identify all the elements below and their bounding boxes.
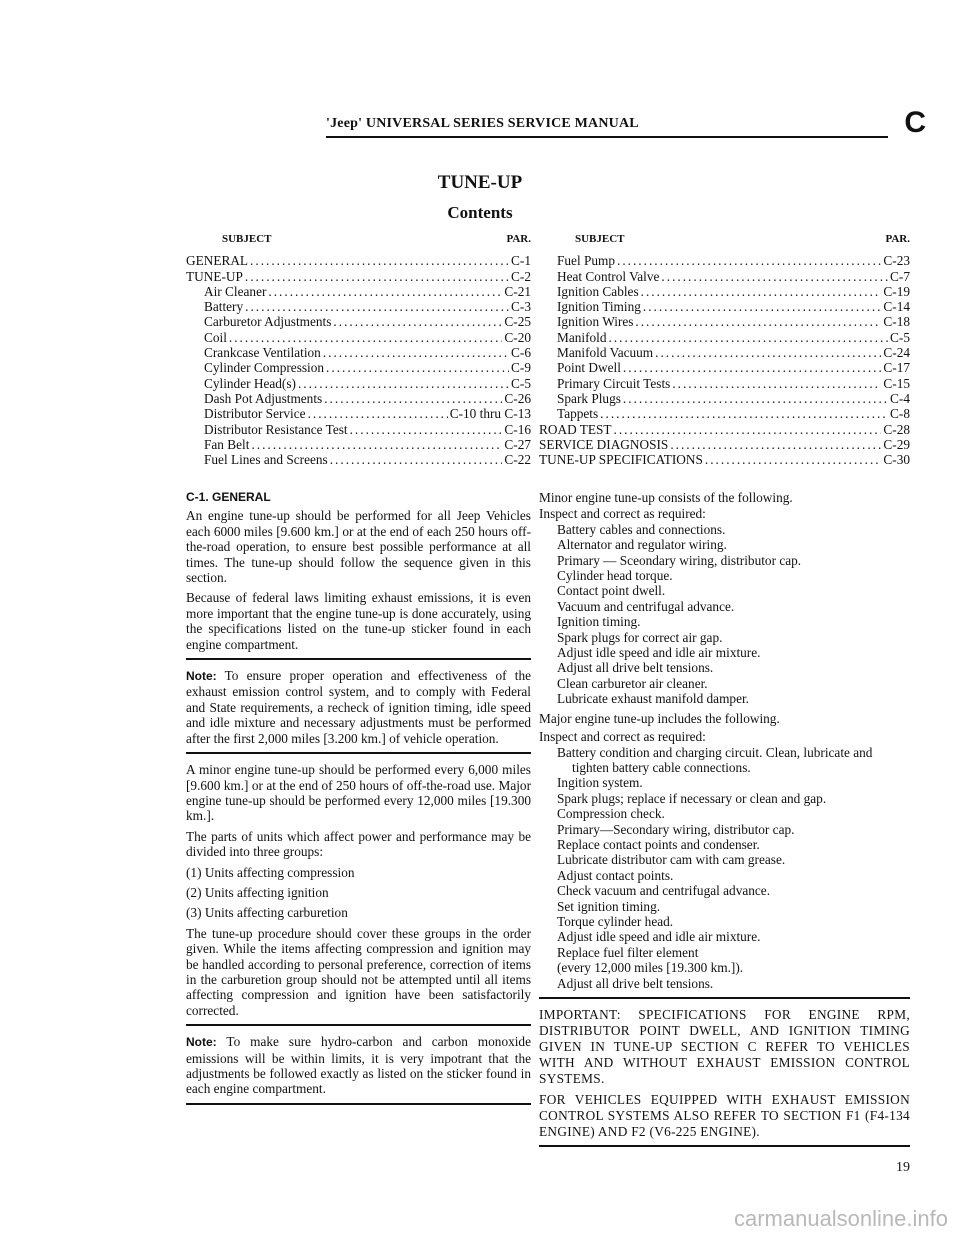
toc-entry-label: Spark Plugs xyxy=(557,390,621,406)
list-item: (1) Units affecting compression xyxy=(186,864,355,880)
toc-entry-label: Carburetor Adjustments xyxy=(204,314,332,330)
toc-entry xyxy=(186,422,531,437)
list-item: Lubricate distributor cam with cam grease. xyxy=(557,852,786,868)
toc-entry-label: Battery xyxy=(204,299,244,315)
list-item: Replace contact points and condenser. xyxy=(557,836,760,852)
list-item: Adjust idle speed and idle air mixture. xyxy=(557,929,761,945)
note-text: To make sure hydro-carbon and carbon monoxide emissions will be within limits, it is very impotrant that the adjustments be followed exactly as listed on the sticker found in each engine compartment. xyxy=(186,1034,531,1097)
toc-entry-par: C-23 xyxy=(883,253,910,269)
toc-leader-dots xyxy=(635,314,881,329)
toc-leader-dots xyxy=(324,391,502,406)
toc-leader-dots xyxy=(229,330,503,345)
list-item: Adjust all drive belt tensions. xyxy=(557,975,714,991)
toc-leader-dots xyxy=(323,345,509,360)
list-item: Ignition timing. xyxy=(557,614,641,630)
section-heading: C-1. GENERAL xyxy=(186,490,271,504)
toc-entry xyxy=(539,406,910,421)
toc-entry xyxy=(539,253,910,268)
list-item: Spark plugs; replace if necessary or clean and gap. xyxy=(557,790,827,806)
toc-leader-dots xyxy=(245,269,509,284)
toc-entry-par: C-28 xyxy=(883,421,910,437)
toc-entry-label: Ignition Timing xyxy=(557,299,641,315)
toc-entry xyxy=(539,360,910,375)
inspect-line: Inspect and correct as required: xyxy=(539,729,706,745)
paragraph: A minor engine tune-up should be performed every 6,000 miles [9.600 km.] or at the end of 250 hours of off-the-road use. Major engine tune-up should be performed every 12,000 miles [19.300 km.]. xyxy=(186,762,531,824)
toc-entry-label: Fuel Pump xyxy=(557,253,615,269)
toc-entry-par: C-2 xyxy=(511,268,531,284)
toc-entry xyxy=(186,284,531,299)
toc-entry-par: C-25 xyxy=(504,314,531,330)
toc-entry-par: C-27 xyxy=(504,436,531,452)
toc-entry xyxy=(539,376,910,391)
toc-entry-label: Tappets xyxy=(557,406,599,422)
toc-entry-label: TUNE-UP SPECIFICATIONS xyxy=(539,452,703,468)
toc-leader-dots xyxy=(705,452,882,467)
list-item: Alternator and regulator wiring. xyxy=(557,537,727,553)
list-item: Adjust contact points. xyxy=(557,867,674,883)
toc-entry xyxy=(186,253,531,268)
toc-left-column xyxy=(186,232,531,467)
toc-leader-dots xyxy=(609,330,889,345)
toc-entry-label: GENERAL xyxy=(186,253,249,269)
toc-entry-label: Ignition Cables xyxy=(557,283,639,299)
toc-leader-dots xyxy=(600,406,888,421)
toc-leader-dots xyxy=(655,345,881,360)
toc-entry-label: Heat Control Valve xyxy=(557,268,660,284)
toc-entry xyxy=(539,284,910,299)
list-item: Spark plugs for correct air gap. xyxy=(557,629,723,645)
note-label: Note: xyxy=(186,669,217,684)
toc-leader-dots xyxy=(245,299,509,314)
toc-entry-label: Distributor Resistance Test xyxy=(204,421,348,437)
toc-entry-label: TUNE-UP xyxy=(186,268,243,284)
list-item: (3) Units affecting carburetion xyxy=(186,905,348,921)
list-item: Torque cylinder head. xyxy=(557,913,674,929)
toc-entry-par: C-30 xyxy=(883,452,910,468)
list-item: Battery cables and connections. xyxy=(557,521,726,537)
toc-entry xyxy=(186,391,531,406)
page-title: TUNE-UP xyxy=(437,172,523,193)
toc-entry xyxy=(539,269,910,284)
toc-leader-dots xyxy=(641,284,882,299)
page-number: 19 xyxy=(896,1160,910,1175)
divider xyxy=(186,1103,531,1105)
toc-subject-header: SUBJECT xyxy=(575,233,625,245)
toc-entry xyxy=(539,345,910,360)
right-column xyxy=(539,490,910,1155)
toc-entry xyxy=(539,330,910,345)
toc-entry-label: Manifold Vacuum xyxy=(557,345,654,361)
contents-heading: Contents xyxy=(447,203,513,222)
toc-entry xyxy=(539,452,910,467)
list-item: Compression check. xyxy=(557,806,665,822)
toc-entry xyxy=(539,299,910,314)
inspect-line: Inspect and correct as required: xyxy=(539,506,706,522)
toc-leader-dots xyxy=(623,391,888,406)
toc-entry xyxy=(186,437,531,452)
toc-leader-dots xyxy=(333,314,502,329)
toc-leader-dots xyxy=(251,437,502,452)
list-item: Battery condition and charging circuit. Clean, lubricate and tighten battery cable connections. xyxy=(557,744,873,775)
left-column xyxy=(186,490,531,1113)
list-item: Lubricate exhaust manifold damper. xyxy=(557,691,749,707)
toc-entry-label: Coil xyxy=(204,329,227,345)
toc-leader-dots xyxy=(298,376,509,391)
toc-entry-par: C-5 xyxy=(890,329,910,345)
toc-entry-par: C-8 xyxy=(890,406,910,422)
toc-par-header: PAR. xyxy=(506,233,531,245)
toc-right-column xyxy=(539,232,910,467)
toc-entry xyxy=(186,360,531,375)
list-item: Vacuum and centrifugal advance. xyxy=(557,598,735,614)
toc-entry-label: Fuel Lines and Screens xyxy=(204,452,328,468)
list-item: Clean carburetor air cleaner. xyxy=(557,675,708,691)
toc-entry-par: C-18 xyxy=(883,314,910,330)
toc-leader-dots xyxy=(670,437,881,452)
important-notice: FOR VEHICLES EQUIPPED WITH EXHAUST EMISSION CONTROL SYSTEMS ALSO REFER TO SECTION F1 (F4-134 ENGINE) AND F2 (V6-225 ENGINE). xyxy=(539,1092,910,1139)
list-item: Set ignition timing. xyxy=(557,898,661,914)
toc-entry-par: C-24 xyxy=(883,345,910,361)
divider xyxy=(186,752,531,754)
toc-entry-par: C-9 xyxy=(511,360,531,376)
toc-leader-dots xyxy=(672,376,881,391)
toc-entry-par: C-5 xyxy=(511,375,531,391)
toc-entry-par: C-15 xyxy=(883,375,910,391)
toc-entry-label: Dash Pot Adjustments xyxy=(204,390,323,406)
note-box xyxy=(186,1034,531,1097)
toc-subject-header: SUBJECT xyxy=(222,233,272,245)
toc-entry-par: C-22 xyxy=(504,452,531,468)
toc-entry-par: C-17 xyxy=(883,360,910,376)
running-header xyxy=(326,106,926,139)
toc-entry-par: C-16 xyxy=(504,421,531,437)
toc-entry-label: Fan Belt xyxy=(204,436,250,452)
toc-entry-label: Ignition Wires xyxy=(557,314,634,330)
toc-entry-label: Cylinder Compression xyxy=(204,360,325,376)
toc-leader-dots xyxy=(326,360,509,375)
toc-leader-dots xyxy=(617,253,881,268)
divider xyxy=(186,1024,531,1026)
running-title: 'Jeep' UNIVERSAL SERIES SERVICE MANUAL xyxy=(326,116,639,131)
header-rule xyxy=(326,136,888,138)
toc-entry-par: C-7 xyxy=(890,268,910,284)
list-item: Adjust all drive belt tensions. xyxy=(557,660,714,676)
paragraph: The parts of units which affect power and performance may be divided into three groups: xyxy=(186,828,531,860)
toc-entry xyxy=(186,314,531,329)
list-item: (every 12,000 miles [19.300 km.]). xyxy=(557,960,744,976)
toc-entry-label: Primary Circuit Tests xyxy=(557,375,671,391)
note-text: To ensure proper operation and effectiveness of the exhaust emission control system, and to comply with Federal and State requirements, a recheck of ignition timing, idle speed and idle mixture and necessary adjustments must be performed after the first 2,000 miles [3.200 km.] of vehicle operation. xyxy=(186,668,531,746)
toc-entry-par: C-10 thru C-13 xyxy=(449,406,531,422)
toc-entry-par: C-29 xyxy=(883,436,910,452)
list-item: Replace fuel filter element xyxy=(557,944,699,960)
list-item: Primary—Secondary wiring, distributor cap. xyxy=(557,821,795,837)
paragraph: The tune-up procedure should cover these groups in the order given. While the items affecting compression and ignition may be handled according to personal preference, correction of items in the carburetion group should not be attempted until all items affecting compression and ignition have been satisfactorily corrected. xyxy=(186,925,531,1018)
toc-entry-par: C-20 xyxy=(504,329,531,345)
toc-leader-dots xyxy=(643,299,882,314)
toc-entry-par: C-26 xyxy=(504,390,531,406)
list-item: Cylinder head torque. xyxy=(557,568,673,584)
toc-entry xyxy=(186,406,531,421)
list-item: (2) Units affecting ignition xyxy=(186,884,329,900)
toc-leader-dots xyxy=(614,422,882,437)
toc-entry-label: Manifold xyxy=(557,329,607,345)
major-tuneup-list xyxy=(539,745,910,992)
important-notice: IMPORTANT: SPECIFICATIONS FOR ENGINE RPM, DISTRIBUTOR POINT DWELL, AND IGNITION TIMING GIVEN IN TUNE-UP SECTION C REFER TO VEHICLES WITH AND WITHOUT EXHAUST EMISSION CONTROL SYSTEMS. xyxy=(539,1007,910,1086)
note-box xyxy=(186,668,531,746)
toc-entry-label: Point Dwell xyxy=(557,360,621,376)
list-item: Adjust idle speed and idle air mixture. xyxy=(557,645,761,661)
toc-entry xyxy=(186,299,531,314)
divider xyxy=(539,997,910,999)
toc-entry xyxy=(186,376,531,391)
toc-entry-par: C-1 xyxy=(511,253,531,269)
toc-entry xyxy=(539,422,910,437)
section-letter: C xyxy=(904,106,926,139)
toc-entry-label: Distributor Service xyxy=(204,406,306,422)
toc-leader-dots xyxy=(268,284,502,299)
toc-leader-dots xyxy=(350,422,503,437)
toc-entry-par: C-4 xyxy=(890,390,910,406)
toc-entry-par: C-21 xyxy=(504,283,531,299)
toc-entry-label: Air Cleaner xyxy=(204,283,267,299)
toc-entry xyxy=(186,330,531,345)
toc-entry-par: C-3 xyxy=(511,299,531,315)
list-item: Primary — Sceondary wiring, distributor cap. xyxy=(557,552,802,568)
toc-entry xyxy=(186,269,531,284)
toc-header xyxy=(539,232,910,247)
watermark: carmanualsonline.info xyxy=(733,1206,948,1231)
toc-entry-label: Crankcase Ventilation xyxy=(204,345,321,361)
toc-entry-label: Cylinder Head(s) xyxy=(204,375,296,391)
note-label: Note: xyxy=(186,1035,217,1050)
toc-entry-par: C-6 xyxy=(511,345,531,361)
toc-leader-dots xyxy=(623,360,882,375)
paragraph: Major engine tune-up includes the following. xyxy=(539,710,780,726)
toc-entry-label: SERVICE DIAGNOSIS xyxy=(539,436,669,452)
toc-entry xyxy=(186,345,531,360)
toc-entry-par: C-14 xyxy=(883,299,910,315)
divider xyxy=(186,658,531,660)
paragraph: An engine tune-up should be performed for all Jeep Vehicles each 6000 miles [9.600 km.] or at the end of each 250 hours off-the-road operation, to ensure best possible performance at all times. The tune-up should follow the sequence given in this section. xyxy=(186,508,531,586)
minor-tuneup-list xyxy=(539,522,910,707)
toc-entry-par: C-19 xyxy=(883,283,910,299)
toc-leader-dots xyxy=(661,269,888,284)
groups-list xyxy=(186,865,531,921)
toc-entry-label: ROAD TEST xyxy=(539,421,612,437)
list-item: Contact point dwell. xyxy=(557,583,666,599)
list-item: Ingition system. xyxy=(557,775,643,791)
toc-par-header: PAR. xyxy=(885,233,910,245)
toc-leader-dots xyxy=(250,253,509,268)
toc-entry xyxy=(539,391,910,406)
paragraph: Because of federal laws limiting exhaust emissions, it is even more important that the engine tune-up is done accurately, using the specifications listed on the tune-up sticker found in each engine compartment. xyxy=(186,590,531,652)
toc-entry xyxy=(539,314,910,329)
list-item: Check vacuum and centrifugal advance. xyxy=(557,883,771,899)
toc-entry xyxy=(186,452,531,467)
toc-entry xyxy=(539,437,910,452)
toc-leader-dots xyxy=(330,452,503,467)
paragraph: Minor engine tune-up consists of the following. xyxy=(539,490,793,505)
toc-leader-dots xyxy=(308,406,448,421)
divider xyxy=(539,1145,910,1147)
toc-header xyxy=(186,232,531,247)
